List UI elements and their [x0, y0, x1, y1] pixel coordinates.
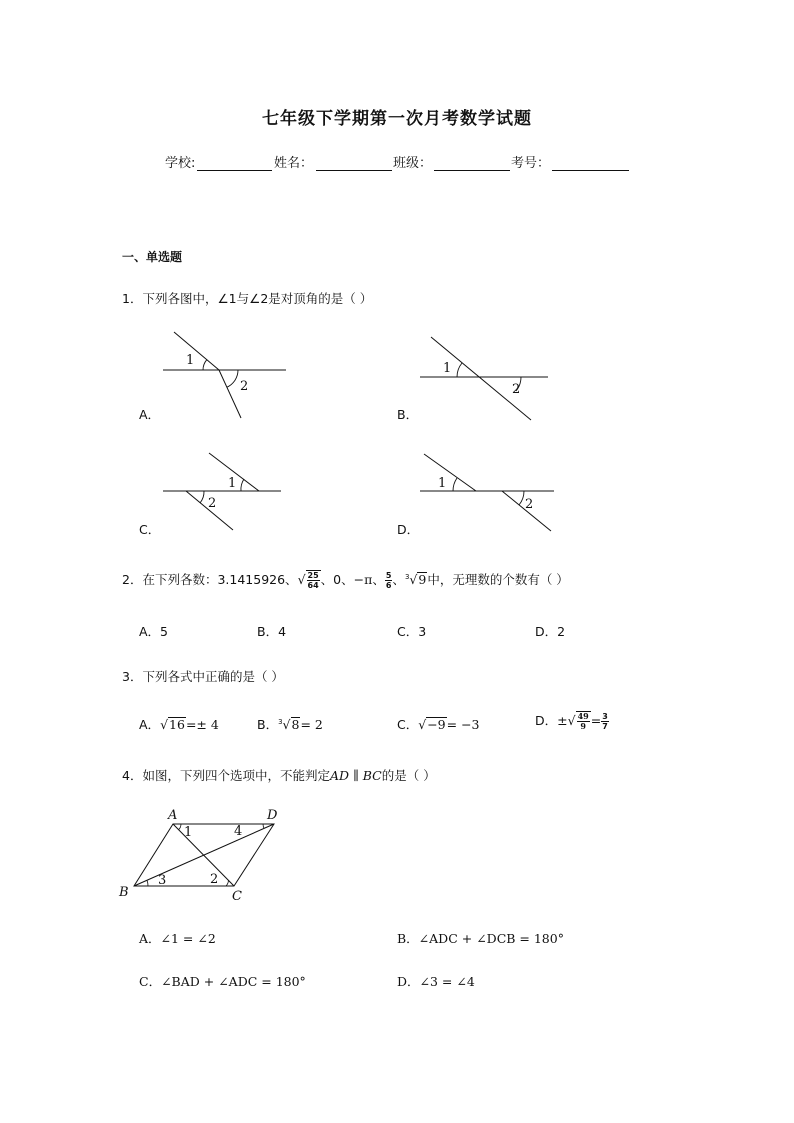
q1-figure-b: [418, 334, 553, 424]
angle-1-label: 1: [438, 476, 447, 491]
sqrt-expression: √ $\frac{25}{64}$: [297, 571, 319, 590]
q2-separator: 、0、: [320, 572, 354, 587]
angle-2-label: 2: [210, 872, 219, 887]
q1-option-b[interactable]: B．: [397, 407, 419, 422]
q2-option-d[interactable]: D．2: [535, 624, 566, 639]
vertex-c-label: C: [232, 889, 242, 904]
question-1-text: 1．下列各图中，∠1与∠2是对顶角的是（ ）: [122, 291, 373, 306]
cbrt-index: 3: [404, 572, 410, 581]
q4-parallelogram-figure: [116, 804, 286, 904]
angle-2-label: 2: [512, 382, 521, 397]
name-field[interactable]: [316, 170, 392, 171]
angle-1-label: 1: [228, 476, 237, 491]
exam-no-label: 考号：: [511, 156, 551, 171]
q2-option-b[interactable]: B．4: [257, 624, 287, 639]
q1-figure-d: [420, 452, 560, 536]
q1-figure-c: [160, 448, 285, 534]
q1-option-a[interactable]: A．: [139, 407, 161, 422]
vertex-d-label: D: [267, 808, 278, 823]
q2-suffix: 中，无理数的个数有（ ）: [427, 572, 569, 587]
angle-2-label: 2: [240, 379, 249, 394]
class-label: 班级：: [393, 156, 433, 171]
q2-option-c[interactable]: C．3: [397, 624, 427, 639]
class-field[interactable]: [434, 170, 510, 171]
school-label: 学校:: [165, 156, 196, 171]
q4-option-c[interactable]: C．∠BAD + ∠ADC = 180°: [139, 974, 306, 989]
cbrt-radicand: 9: [418, 572, 427, 587]
angle-2-label: 2: [525, 497, 534, 512]
page-title: 七年级下学期第一次月考数学试题: [262, 109, 532, 129]
school-field[interactable]: [197, 170, 272, 171]
q1-option-c[interactable]: C．: [139, 522, 161, 537]
q4-option-b[interactable]: B．∠ADC + ∠DCB = 180°: [397, 931, 564, 946]
q3-option-c[interactable]: C．√−9= −3: [397, 717, 480, 732]
question-3-text: 3．下列各式中正确的是（ ）: [122, 669, 284, 684]
angle-4-label: 4: [234, 824, 243, 839]
q4-math: AD ∥ BC: [329, 768, 382, 783]
section-heading: 一、单选题: [122, 250, 183, 264]
exam-no-field[interactable]: [552, 170, 629, 171]
neg-pi: −π: [353, 572, 373, 587]
q3-option-d[interactable]: D．±√ $\frac{49}{9}$ = $\frac{3}{7}$: [535, 711, 608, 731]
q4-option-d[interactable]: D．∠3 = ∠4: [397, 974, 475, 989]
q2-prefix: 2．在下列各数：3.1415926、: [122, 572, 298, 587]
name-label: 姓名：: [274, 156, 314, 171]
angle-1-label: 1: [186, 353, 195, 368]
q4-option-a[interactable]: A．∠1 = ∠2: [139, 931, 216, 946]
sqrt-denominator: 64: [307, 581, 319, 590]
q2-option-a[interactable]: A．5: [139, 624, 169, 639]
fraction: $\frac{5}{6}$: [385, 571, 392, 590]
vertex-a-label: A: [168, 808, 178, 823]
angle-1-label: 1: [443, 361, 452, 376]
q2-separator: 、: [372, 572, 385, 587]
q1-option-d[interactable]: D．: [397, 522, 420, 537]
q3-option-b[interactable]: B．$^3$√8= 2: [257, 717, 323, 732]
question-2-text: 2．在下列各数：3.1415926、√ $\frac{25}{64}$ 、0、−π、 $\frac{5}{6}$ 、$^3$√9中，无理数的个数有（ ）: [122, 571, 569, 590]
q1-figure-a: [160, 328, 290, 420]
angle-2-label: 2: [208, 496, 217, 511]
angle-1-label: 1: [184, 825, 193, 840]
sqrt-numerator: 25: [307, 571, 319, 580]
q2-separator: 、: [392, 572, 405, 587]
question-4-text: 4．如图，下列四个选项中，不能判定AD ∥ BC的是（ ）: [122, 768, 436, 783]
q3-option-a[interactable]: A．√16=± 4: [139, 717, 219, 732]
vertex-b-label: B: [119, 885, 129, 900]
angle-3-label: 3: [158, 873, 167, 888]
radicand: 16: [169, 717, 185, 732]
